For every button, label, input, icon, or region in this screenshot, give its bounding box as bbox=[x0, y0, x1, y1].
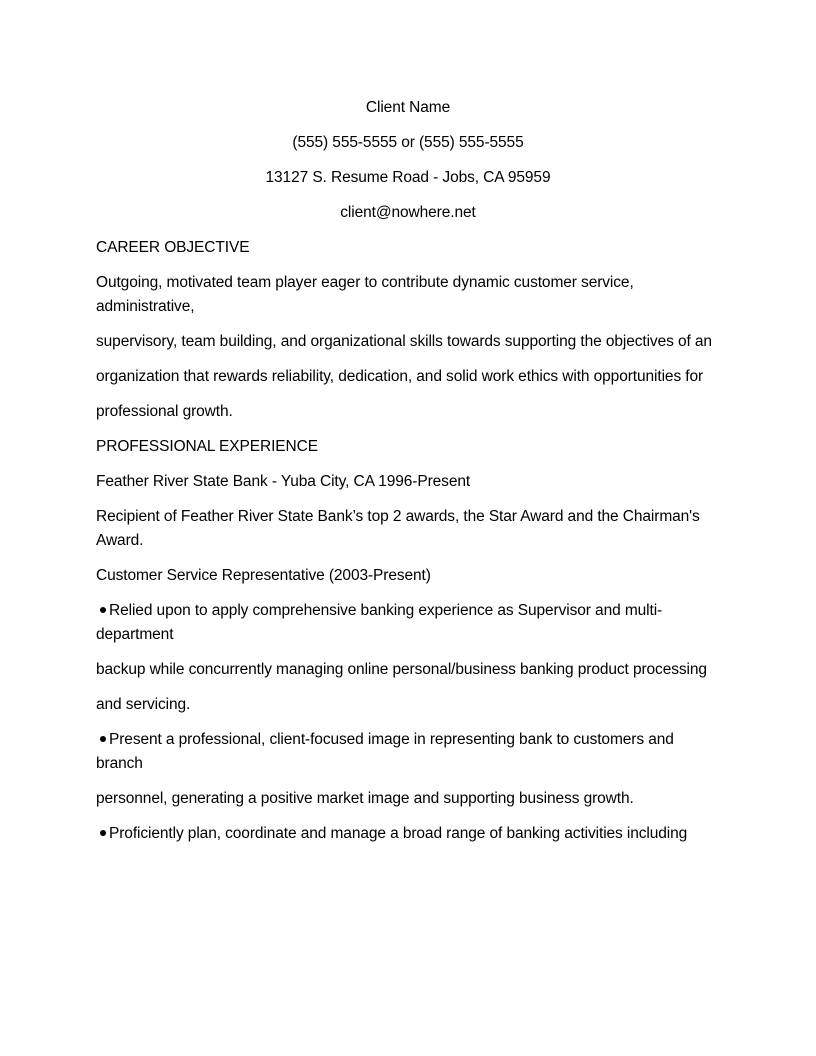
bullet-text: Present a professional, client-focused image in representing bank to customers and branch bbox=[96, 731, 674, 772]
objective-line: professional growth. bbox=[96, 403, 233, 420]
address: 13127 S. Resume Road - Jobs, CA 95959 bbox=[265, 169, 551, 186]
bullet-continuation: personnel, generating a positive market image and supporting business growth. bbox=[96, 790, 634, 807]
bullet-item bbox=[96, 599, 720, 647]
bullet-text: Relied upon to apply comprehensive banking experience as Supervisor and multi-department bbox=[96, 602, 663, 643]
phone-numbers: (555) 555-5555 or (555) 555-5555 bbox=[292, 134, 524, 151]
client-name: Client Name bbox=[365, 99, 451, 116]
objective-heading: CAREER OBJECTIVE bbox=[96, 239, 250, 256]
experience-heading: PROFESSIONAL EXPERIENCE bbox=[96, 438, 318, 455]
role-title: Customer Service Representative (2003-Present) bbox=[96, 567, 431, 584]
bullet-text: Proficiently plan, coordinate and manage a broad range of banking activities including bbox=[109, 825, 688, 842]
bullet-continuation: and servicing. bbox=[96, 696, 191, 713]
bullet-dot-icon bbox=[100, 607, 106, 613]
bullet-dot-icon bbox=[100, 736, 106, 742]
objective-line: supervisory, team building, and organizational skills towards supporting the objectives of an bbox=[96, 333, 712, 350]
resume-content bbox=[96, 96, 720, 857]
employer-line: Feather River State Bank - Yuba City, CA 1996-Present bbox=[96, 473, 471, 490]
bullet-continuation: backup while concurrently managing online personal/business banking product processing bbox=[96, 661, 707, 678]
bullet-item bbox=[96, 728, 720, 776]
email: client@nowhere.net bbox=[340, 204, 476, 221]
awards-line: Recipient of Feather River State Bank’s top 2 awards, the Star Award and the Chairman's Award. bbox=[96, 508, 700, 549]
objective-line: organization that rewards reliability, dedication, and solid work ethics with opportunities for bbox=[96, 368, 704, 385]
bullet-item bbox=[96, 822, 720, 846]
objective-line: Outgoing, motivated team player eager to contribute dynamic customer service, administrative, bbox=[96, 274, 634, 315]
bullet-dot-icon bbox=[100, 830, 106, 836]
